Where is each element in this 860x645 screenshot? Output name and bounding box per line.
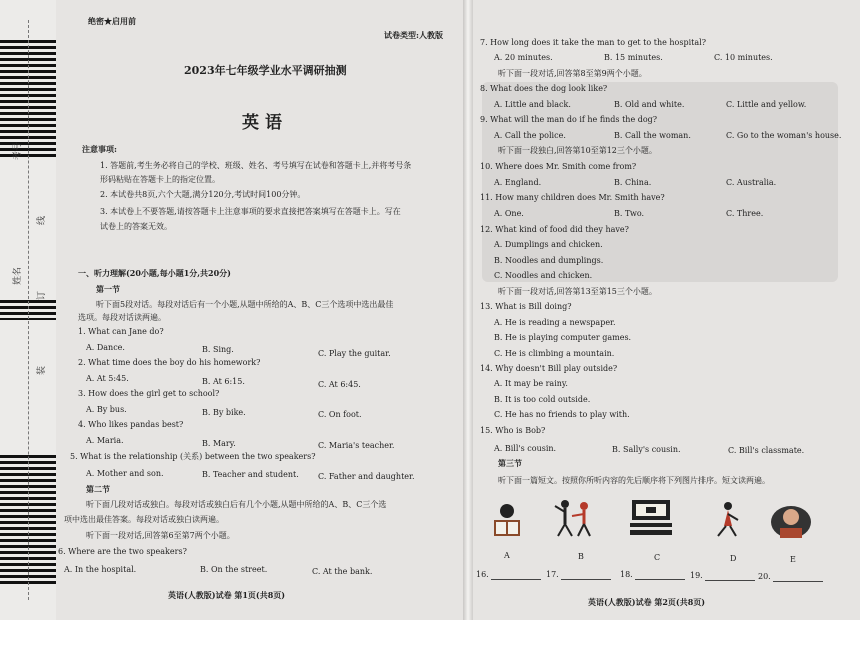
page-2 — [468, 0, 860, 620]
question-13: 13. What is Bill doing? — [480, 302, 572, 311]
notice-line: 形码粘贴在答题卡上的指定位置。 — [100, 175, 220, 184]
blank-line — [635, 570, 685, 580]
option-c: C. He has no friends to play with. — [494, 410, 630, 419]
notice-line: 3. 本试卷上不要答题,请按答题卡上注意事项的要求直接把答案填写在答题卡上。写在 — [100, 207, 401, 216]
option-b: B. At 6:15. — [202, 377, 245, 386]
answer-blank-18[interactable] — [620, 570, 685, 580]
girl-kneeling-picture — [702, 500, 752, 540]
monologue-intro: 听下面一段独白,回答第10至第12三个小题。 — [498, 146, 657, 155]
option-a: A. Little and black. — [494, 100, 571, 109]
option-c: C. Play the guitar. — [318, 349, 391, 358]
option-a: A. It may be rainy. — [494, 379, 568, 388]
page-footer: 英语(人教版)试卷 第2页(共8页) — [588, 597, 706, 607]
part-heading: 第二节 — [86, 484, 110, 494]
cut-line — [28, 20, 30, 600]
picture-label-a: A — [504, 551, 510, 560]
option-c: C. Go to the woman's house. — [726, 131, 842, 140]
option-c: C. On foot. — [318, 410, 362, 419]
question-14: 14. Why doesn't Bill play outside? — [480, 364, 618, 373]
section-heading: 一、听力理解(20小题,每小题1分,共20分) — [78, 268, 231, 278]
option-c: C. At the bank. — [312, 567, 373, 576]
blank-number: 19. — [690, 571, 703, 580]
dialogue-intro: 听下面一段对话,回答第8至第9两个小题。 — [498, 69, 647, 78]
blank-number: 18. — [620, 570, 633, 579]
answer-blank-16[interactable] — [476, 570, 541, 580]
picture-label-d: D — [730, 554, 737, 563]
name-label: 姓名 — [13, 266, 23, 285]
option-b: B. By bike. — [202, 408, 246, 417]
page-footer: 英语(人教版)试卷 第1页(共8页) — [168, 590, 286, 600]
picture-label-b: B — [578, 552, 584, 561]
question-15: 15. Who is Bob? — [480, 426, 546, 435]
option-b: B. Sally's cousin. — [612, 445, 681, 454]
cinema-picture — [626, 498, 676, 538]
option-b: B. Sing. — [202, 345, 234, 354]
question-6: 6. Where are the two speakers? — [58, 547, 187, 556]
notice-line: 1. 答题前,考生务必将自己的学校、班级、姓名、考号填写在试卷和答题卡上,并将考号条 — [100, 161, 412, 170]
option-a: A. Maria. — [86, 436, 124, 445]
option-a: A. By bus. — [86, 405, 127, 414]
question-11: 11. How many children does Mr. Smith have? — [480, 193, 665, 202]
option-c: C. He is climbing a mountain. — [494, 349, 615, 358]
dialogue-intro: 听下面一段对话,回答第13至第15三个小题。 — [498, 287, 657, 296]
answer-blank-19[interactable] — [690, 571, 755, 581]
question-10: 10. Where does Mr. Smith come from? — [480, 162, 637, 171]
page-1 — [56, 0, 468, 620]
option-b: B. Two. — [614, 209, 645, 218]
option-b: B. On the street. — [200, 565, 268, 574]
option-a: A. At 5:45. — [86, 374, 129, 383]
option-a: A. Dumplings and chicken. — [494, 240, 603, 249]
picture-label-c: C — [654, 553, 661, 562]
notice-heading: 注意事项: — [82, 144, 117, 154]
option-c: C. Bill's classmate. — [728, 446, 805, 455]
instruction-line: 听下面5段对话。每段对话后有一个小题,从题中所给的A、B、C三个选项中选出最佳 — [96, 300, 394, 309]
line-label: 线 — [37, 215, 47, 225]
option-b: B. It is too cold outside. — [494, 395, 591, 404]
notice-line: 2. 本试卷共8页,六个大题,满分120分,考试时间100分钟。 — [100, 190, 306, 199]
subject-title: 英语 — [242, 113, 288, 133]
option-a: A. In the hospital. — [64, 565, 137, 574]
blank-line — [491, 570, 541, 580]
blank-number: 16. — [476, 570, 489, 579]
question-5: 5. What is the relationship (关系) between the two speakers? — [70, 452, 316, 461]
blank-number: 17. — [546, 570, 559, 579]
option-b: B. Mary. — [202, 439, 236, 448]
option-a: A. One. — [494, 209, 524, 218]
option-b: B. China. — [614, 178, 652, 187]
picture-label-e: E — [790, 555, 796, 564]
option-c: C. Maria's teacher. — [318, 441, 395, 450]
option-a: A. 20 minutes. — [494, 53, 553, 62]
staple-label: 装 — [37, 365, 47, 375]
bind-label: 订 — [37, 290, 47, 300]
option-b: B. 15 minutes. — [604, 53, 663, 62]
kids-dancing-picture — [550, 498, 600, 538]
instruction-line: 选项。每段对话读两遍。 — [78, 313, 166, 322]
blank-line — [773, 572, 823, 582]
question-2: 2. What time does the boy do his homework? — [78, 358, 261, 367]
part-heading: 第三节 — [498, 458, 522, 468]
question-3: 3. How does the girl get to school? — [78, 389, 220, 398]
boy-reading-picture — [482, 502, 532, 542]
option-b: B. Old and white. — [614, 100, 685, 109]
answer-blank-17[interactable] — [546, 570, 611, 580]
option-a: A. England. — [494, 178, 542, 187]
exam-title: 2023年七年级学业水平调研抽测 — [184, 64, 347, 77]
option-c: C. Father and daughter. — [318, 472, 415, 481]
blank-number: 20. — [758, 572, 771, 581]
instruction-line: 项中选出最佳答案。每段对话或独白读两遍。 — [64, 515, 224, 524]
option-a: A. Mother and son. — [86, 469, 164, 478]
question-4: 4. Who likes pandas best? — [78, 420, 184, 429]
instruction-line: 听下面一篇短文。按照你所听内容的先后顺序将下列图片排序。短文读两遍。 — [498, 476, 770, 485]
option-a: A. Bill's cousin. — [494, 444, 557, 453]
question-8: 8. What does the dog look like? — [480, 84, 608, 93]
option-c: C. Three. — [726, 209, 764, 218]
option-b: B. Call the woman. — [614, 131, 691, 140]
option-c: C. Noodles and chicken. — [494, 271, 593, 280]
option-c: C. 10 minutes. — [714, 53, 773, 62]
blank-line — [705, 571, 755, 581]
option-a: A. He is reading a newspaper. — [494, 318, 616, 327]
option-b: B. Noodles and dumplings. — [494, 256, 604, 265]
question-9: 9. What will the man do if he finds the dog? — [480, 115, 658, 124]
option-a: A. Dance. — [86, 343, 125, 352]
exam-number-label: 考号 — [13, 141, 23, 160]
question-7: 7. How long does it take the man to get to the hospital? — [480, 38, 706, 47]
dialogue-intro: 听下面一段对话,回答第6至第7两个小题。 — [86, 531, 235, 540]
blank-line — [561, 570, 611, 580]
paper-type: 试卷类型:人教版 — [384, 30, 443, 40]
person-picture — [766, 500, 816, 540]
option-a: A. Call the police. — [494, 131, 566, 140]
question-1: 1. What can Jane do? — [78, 327, 164, 336]
question-12: 12. What kind of food did they have? — [480, 225, 629, 234]
binding-margin — [0, 0, 56, 620]
notice-line: 试卷上的答案无效。 — [100, 222, 172, 231]
option-c: C. At 6:45. — [318, 380, 361, 389]
option-b: B. Teacher and student. — [202, 470, 299, 479]
instruction-line: 听下面几段对话或独白。每段对话或独白后有几个小题,从题中所给的A、B、C三个选 — [86, 500, 387, 509]
part-heading: 第一节 — [96, 284, 120, 294]
option-c: C. Little and yellow. — [726, 100, 807, 109]
confidential-mark: 绝密★启用前 — [88, 16, 136, 26]
answer-blank-20[interactable] — [758, 572, 823, 582]
option-b: B. He is playing computer games. — [494, 333, 632, 342]
option-c: C. Australia. — [726, 178, 777, 187]
